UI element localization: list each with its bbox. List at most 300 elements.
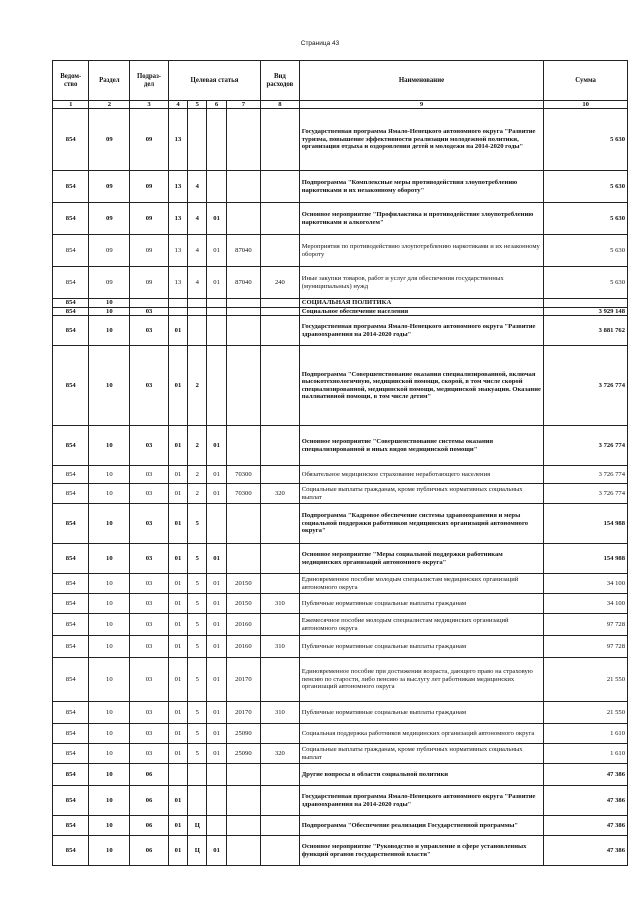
cell-celevaya-4: 20160 bbox=[226, 614, 260, 636]
cell-celevaya-4: 87040 bbox=[226, 235, 260, 267]
cell-vedomstvo: 854 bbox=[53, 203, 89, 235]
cell-vedomstvo: 854 bbox=[53, 235, 89, 267]
cell-naimenovanie: Основное мероприятие "Руководство и управление в сфере установленных функций органов государственной власти" bbox=[299, 836, 544, 866]
cell-vedomstvo: 854 bbox=[53, 614, 89, 636]
cell-naimenovanie: Социальная поддержка работников медицинских организаций автономного округа bbox=[299, 724, 544, 744]
cell-podrazdel bbox=[130, 299, 169, 308]
cell-razdel: 10 bbox=[89, 466, 130, 484]
page-label: Страница 43 bbox=[300, 40, 340, 47]
cell-podrazdel: 03 bbox=[130, 658, 169, 702]
cell-vedomstvo: 854 bbox=[53, 466, 89, 484]
cell-summa: 3 929 148 bbox=[544, 307, 628, 316]
cell-summa: 5 630 bbox=[544, 235, 628, 267]
cell-celevaya-4: 20160 bbox=[226, 636, 260, 658]
cell-summa: 47 386 bbox=[544, 816, 628, 836]
cell-naimenovanie: Обязательное медицинское страхование неработающего населения bbox=[299, 466, 544, 484]
cell-celevaya-1: 01 bbox=[168, 724, 187, 744]
cell-summa: 97 728 bbox=[544, 614, 628, 636]
cell-naimenovanie: Единовременное пособие молодым специалистам медицинских организаций автономного округа bbox=[299, 574, 544, 594]
header-razdel: Раздел bbox=[89, 61, 130, 101]
cell-vedomstvo: 854 bbox=[53, 484, 89, 504]
cell-celevaya-1: 13 bbox=[168, 171, 187, 203]
cell-celevaya-2: 2 bbox=[188, 484, 207, 504]
cell-podrazdel: 06 bbox=[130, 764, 169, 786]
cell-celevaya-2 bbox=[188, 307, 207, 316]
cell-celevaya-1: 01 bbox=[168, 316, 187, 346]
cell-vid-rashodov bbox=[261, 426, 300, 466]
cell-celevaya-1: 01 bbox=[168, 426, 187, 466]
cell-razdel: 10 bbox=[89, 484, 130, 504]
cell-celevaya-1: 01 bbox=[168, 614, 187, 636]
cell-summa bbox=[544, 299, 628, 308]
cell-celevaya-3: 01 bbox=[207, 702, 226, 724]
cell-naimenovanie: Мероприятия по противодействию злоупотреблению наркотиками и их незаконному обороту bbox=[299, 235, 544, 267]
header-celevaya-statya: Целевая статья bbox=[168, 61, 260, 101]
cell-vid-rashodov bbox=[261, 307, 300, 316]
cell-celevaya-2: 5 bbox=[188, 614, 207, 636]
cell-vedomstvo: 854 bbox=[53, 426, 89, 466]
cell-naimenovanie: Публичные нормативные социальные выплаты гражданам bbox=[299, 702, 544, 724]
cell-summa: 5 630 bbox=[544, 203, 628, 235]
cell-razdel: 10 bbox=[89, 658, 130, 702]
cell-celevaya-3: 01 bbox=[207, 426, 226, 466]
cell-naimenovanie: Государственная программа Ямало-Ненецкого автономного округа "Развитие здравоохранения на 2014-2020 годы" bbox=[299, 316, 544, 346]
cell-celevaya-4 bbox=[226, 816, 260, 836]
col-number: 5 bbox=[188, 101, 207, 109]
cell-podrazdel: 03 bbox=[130, 574, 169, 594]
cell-summa: 97 728 bbox=[544, 636, 628, 658]
cell-celevaya-1: 01 bbox=[168, 816, 187, 836]
cell-razdel: 10 bbox=[89, 299, 130, 308]
cell-celevaya-4: 87040 bbox=[226, 267, 260, 299]
table-row bbox=[53, 316, 628, 346]
cell-celevaya-2: 5 bbox=[188, 574, 207, 594]
cell-naimenovanie: Публичные нормативные социальные выплаты гражданам bbox=[299, 636, 544, 658]
cell-celevaya-3: 01 bbox=[207, 235, 226, 267]
cell-celevaya-2: Ц bbox=[188, 836, 207, 866]
table-row bbox=[53, 235, 628, 267]
cell-podrazdel: 03 bbox=[130, 744, 169, 764]
cell-vid-rashodov: 310 bbox=[261, 636, 300, 658]
table-row bbox=[53, 504, 628, 544]
cell-vedomstvo: 854 bbox=[53, 574, 89, 594]
cell-celevaya-3 bbox=[207, 307, 226, 316]
cell-celevaya-1: 01 bbox=[168, 594, 187, 614]
cell-celevaya-1 bbox=[168, 307, 187, 316]
cell-vedomstvo: 854 bbox=[53, 544, 89, 574]
cell-vid-rashodov bbox=[261, 764, 300, 786]
cell-podrazdel: 03 bbox=[130, 594, 169, 614]
header-podrazdel: Подраз-дел bbox=[130, 61, 169, 101]
cell-celevaya-3: 01 bbox=[207, 836, 226, 866]
cell-celevaya-2: 5 bbox=[188, 658, 207, 702]
table-body bbox=[53, 109, 628, 866]
cell-podrazdel: 09 bbox=[130, 235, 169, 267]
cell-celevaya-2: 5 bbox=[188, 504, 207, 544]
cell-celevaya-3 bbox=[207, 109, 226, 171]
table-row bbox=[53, 724, 628, 744]
cell-summa: 3 726 774 bbox=[544, 426, 628, 466]
cell-celevaya-3 bbox=[207, 316, 226, 346]
cell-celevaya-3 bbox=[207, 299, 226, 308]
cell-celevaya-2 bbox=[188, 786, 207, 816]
cell-razdel: 10 bbox=[89, 574, 130, 594]
cell-vedomstvo: 854 bbox=[53, 836, 89, 866]
table-row bbox=[53, 636, 628, 658]
cell-celevaya-1: 13 bbox=[168, 267, 187, 299]
table-row bbox=[53, 594, 628, 614]
cell-vedomstvo: 854 bbox=[53, 764, 89, 786]
col-number: 6 bbox=[207, 101, 226, 109]
table-row bbox=[53, 203, 628, 235]
cell-celevaya-3: 01 bbox=[207, 267, 226, 299]
cell-celevaya-3: 01 bbox=[207, 203, 226, 235]
table-row bbox=[53, 544, 628, 574]
cell-vid-rashodov bbox=[261, 786, 300, 816]
cell-celevaya-1: 01 bbox=[168, 504, 187, 544]
table-row bbox=[53, 744, 628, 764]
cell-celevaya-1: 01 bbox=[168, 836, 187, 866]
cell-podrazdel: 06 bbox=[130, 836, 169, 866]
cell-vedomstvo: 854 bbox=[53, 316, 89, 346]
budget-table bbox=[52, 60, 628, 866]
cell-vid-rashodov bbox=[261, 316, 300, 346]
cell-celevaya-4: 25090 bbox=[226, 724, 260, 744]
cell-celevaya-1 bbox=[168, 299, 187, 308]
cell-vedomstvo: 854 bbox=[53, 636, 89, 658]
table-row bbox=[53, 267, 628, 299]
cell-celevaya-2 bbox=[188, 109, 207, 171]
cell-vedomstvo: 854 bbox=[53, 346, 89, 426]
cell-celevaya-4 bbox=[226, 426, 260, 466]
cell-summa: 1 610 bbox=[544, 724, 628, 744]
cell-podrazdel: 03 bbox=[130, 614, 169, 636]
table-row bbox=[53, 786, 628, 816]
cell-razdel: 09 bbox=[89, 203, 130, 235]
cell-vid-rashodov bbox=[261, 724, 300, 744]
cell-razdel: 09 bbox=[89, 109, 130, 171]
cell-summa: 3 726 774 bbox=[544, 484, 628, 504]
cell-podrazdel: 09 bbox=[130, 267, 169, 299]
cell-summa: 154 988 bbox=[544, 504, 628, 544]
cell-vid-rashodov bbox=[261, 203, 300, 235]
cell-naimenovanie: Подпрограмма "Обеспечение реализации Государственной программы" bbox=[299, 816, 544, 836]
cell-naimenovanie: Иные закупки товаров, работ и услуг для обеспечения государственных (муниципальных) нужд bbox=[299, 267, 544, 299]
cell-celevaya-4 bbox=[226, 346, 260, 426]
cell-naimenovanie: Государственная программа Ямало-Ненецкого автономного округа "Развитие здравоохранения на 2014-2020 годы" bbox=[299, 786, 544, 816]
header-summa: Сумма bbox=[544, 61, 628, 101]
table-row bbox=[53, 109, 628, 171]
cell-summa: 21 550 bbox=[544, 658, 628, 702]
col-number: 7 bbox=[226, 101, 260, 109]
cell-celevaya-1: 01 bbox=[168, 346, 187, 426]
cell-naimenovanie: Социальное обеспечение населения bbox=[299, 307, 544, 316]
cell-celevaya-2: 5 bbox=[188, 724, 207, 744]
cell-celevaya-4: 70300 bbox=[226, 466, 260, 484]
cell-celevaya-4 bbox=[226, 299, 260, 308]
col-number: 4 bbox=[168, 101, 187, 109]
cell-vedomstvo: 854 bbox=[53, 299, 89, 308]
cell-celevaya-1 bbox=[168, 764, 187, 786]
cell-summa: 5 630 bbox=[544, 171, 628, 203]
cell-naimenovanie: Подпрограмма "Комплексные меры противодействия злоупотреблению наркотиками и их незаконному обороту" bbox=[299, 171, 544, 203]
cell-celevaya-3 bbox=[207, 346, 226, 426]
table-row bbox=[53, 764, 628, 786]
cell-celevaya-1: 13 bbox=[168, 109, 187, 171]
cell-naimenovanie: Ежемесячное пособие молодым специалистам медицинских организаций автономного округа bbox=[299, 614, 544, 636]
cell-celevaya-4: 20150 bbox=[226, 574, 260, 594]
cell-celevaya-1: 01 bbox=[168, 484, 187, 504]
table-row bbox=[53, 171, 628, 203]
cell-vedomstvo: 854 bbox=[53, 504, 89, 544]
cell-celevaya-4 bbox=[226, 316, 260, 346]
cell-razdel: 10 bbox=[89, 544, 130, 574]
cell-summa: 5 630 bbox=[544, 267, 628, 299]
cell-celevaya-2: 4 bbox=[188, 171, 207, 203]
cell-naimenovanie: Другие вопросы в области социальной политики bbox=[299, 764, 544, 786]
cell-naimenovanie: Единовременное пособие при достижении возраста, дающего право на страховую пенсию по старости, либо пенсию за выслугу лет работникам медицинских организаций автономного округа bbox=[299, 658, 544, 702]
cell-celevaya-2 bbox=[188, 316, 207, 346]
cell-vid-rashodov bbox=[261, 171, 300, 203]
cell-vid-rashodov bbox=[261, 836, 300, 866]
cell-podrazdel: 09 bbox=[130, 109, 169, 171]
cell-podrazdel: 03 bbox=[130, 504, 169, 544]
cell-vedomstvo: 854 bbox=[53, 109, 89, 171]
col-number: 3 bbox=[130, 101, 169, 109]
cell-podrazdel: 03 bbox=[130, 702, 169, 724]
cell-celevaya-4 bbox=[226, 544, 260, 574]
cell-summa: 21 550 bbox=[544, 702, 628, 724]
table-row bbox=[53, 816, 628, 836]
cell-celevaya-3: 01 bbox=[207, 658, 226, 702]
cell-razdel: 10 bbox=[89, 786, 130, 816]
cell-vedomstvo: 854 bbox=[53, 594, 89, 614]
cell-vid-rashodov bbox=[261, 299, 300, 308]
cell-celevaya-3: 01 bbox=[207, 636, 226, 658]
cell-naimenovanie: Публичные нормативные социальные выплаты гражданам bbox=[299, 594, 544, 614]
cell-celevaya-3 bbox=[207, 171, 226, 203]
cell-celevaya-4 bbox=[226, 836, 260, 866]
cell-razdel: 10 bbox=[89, 307, 130, 316]
cell-naimenovanie: Подпрограмма "Совершенствование оказания специализированной, включая высокотехнологичную, медицинской помощи, скорой, в том числе скорой специализированной, медицинской помощи, медицинской эвакуации. Оказание паллиативной помощи, в том числе детям" bbox=[299, 346, 544, 426]
cell-razdel: 09 bbox=[89, 235, 130, 267]
cell-podrazdel: 03 bbox=[130, 544, 169, 574]
cell-naimenovanie: Государственная программа Ямало-Ненецкого автономного округа "Развитие туризма, повышение эффективности реализации молодежной политики, организация отдыха и оздоровления детей и молодежи на 2014-2020 годы" bbox=[299, 109, 544, 171]
table-row bbox=[53, 574, 628, 594]
cell-vid-rashodov bbox=[261, 658, 300, 702]
cell-naimenovanie: Основное мероприятие "Меры социальной поддержки работникам медицинских организаций автономного округа" bbox=[299, 544, 544, 574]
table-row bbox=[53, 426, 628, 466]
cell-celevaya-1: 13 bbox=[168, 203, 187, 235]
cell-summa: 3 726 774 bbox=[544, 346, 628, 426]
cell-celevaya-1: 01 bbox=[168, 544, 187, 574]
cell-summa: 47 386 bbox=[544, 836, 628, 866]
cell-celevaya-2: 2 bbox=[188, 346, 207, 426]
cell-celevaya-2 bbox=[188, 764, 207, 786]
cell-celevaya-2 bbox=[188, 299, 207, 308]
cell-summa: 34 100 bbox=[544, 574, 628, 594]
table-row bbox=[53, 702, 628, 724]
cell-vedomstvo: 854 bbox=[53, 658, 89, 702]
cell-celevaya-2: 5 bbox=[188, 744, 207, 764]
cell-vedomstvo: 854 bbox=[53, 307, 89, 316]
cell-celevaya-3: 01 bbox=[207, 744, 226, 764]
cell-celevaya-2: 5 bbox=[188, 636, 207, 658]
cell-celevaya-3: 01 bbox=[207, 484, 226, 504]
cell-razdel: 10 bbox=[89, 614, 130, 636]
cell-vid-rashodov bbox=[261, 544, 300, 574]
cell-razdel: 09 bbox=[89, 267, 130, 299]
cell-vedomstvo: 854 bbox=[53, 724, 89, 744]
cell-celevaya-1: 01 bbox=[168, 574, 187, 594]
cell-celevaya-1: 13 bbox=[168, 235, 187, 267]
cell-razdel: 10 bbox=[89, 744, 130, 764]
cell-vid-rashodov bbox=[261, 466, 300, 484]
cell-celevaya-4: 20150 bbox=[226, 594, 260, 614]
cell-podrazdel: 03 bbox=[130, 724, 169, 744]
cell-celevaya-4: 20170 bbox=[226, 658, 260, 702]
cell-celevaya-1: 01 bbox=[168, 786, 187, 816]
cell-naimenovanie: Основное мероприятие "Профилактика и противодействие злоупотреблению наркотиками и алкоголем" bbox=[299, 203, 544, 235]
cell-celevaya-3: 01 bbox=[207, 574, 226, 594]
cell-podrazdel: 09 bbox=[130, 171, 169, 203]
cell-naimenovanie: СОЦИАЛЬНАЯ ПОЛИТИКА bbox=[299, 299, 544, 308]
cell-celevaya-4 bbox=[226, 171, 260, 203]
cell-summa: 5 630 bbox=[544, 109, 628, 171]
cell-summa: 3 726 774 bbox=[544, 466, 628, 484]
cell-vid-rashodov: 310 bbox=[261, 594, 300, 614]
cell-celevaya-3: 01 bbox=[207, 614, 226, 636]
cell-celevaya-3 bbox=[207, 786, 226, 816]
cell-celevaya-2: 4 bbox=[188, 267, 207, 299]
cell-naimenovanie: Социальные выплаты гражданам, кроме публичных нормативных социальных выплат bbox=[299, 484, 544, 504]
cell-vid-rashodov: 320 bbox=[261, 484, 300, 504]
cell-vid-rashodov bbox=[261, 574, 300, 594]
col-number: 10 bbox=[544, 101, 628, 109]
cell-celevaya-2: 4 bbox=[188, 203, 207, 235]
cell-celevaya-3: 01 bbox=[207, 594, 226, 614]
cell-celevaya-2: 2 bbox=[188, 466, 207, 484]
cell-vid-rashodov: 310 bbox=[261, 702, 300, 724]
cell-celevaya-1: 01 bbox=[168, 744, 187, 764]
cell-podrazdel: 09 bbox=[130, 203, 169, 235]
cell-celevaya-4 bbox=[226, 786, 260, 816]
cell-razdel: 10 bbox=[89, 346, 130, 426]
cell-celevaya-2: 4 bbox=[188, 235, 207, 267]
cell-celevaya-3 bbox=[207, 816, 226, 836]
header-vedomstvo: Ведом-ство bbox=[53, 61, 89, 101]
cell-vedomstvo: 854 bbox=[53, 267, 89, 299]
cell-celevaya-1: 01 bbox=[168, 702, 187, 724]
cell-naimenovanie: Основное мероприятие "Совершенствование системы оказания специализированной и иных видов медицинской помощи" bbox=[299, 426, 544, 466]
cell-razdel: 10 bbox=[89, 764, 130, 786]
cell-podrazdel: 03 bbox=[130, 346, 169, 426]
header-naimenovanie: Наименование bbox=[299, 61, 544, 101]
col-number: 2 bbox=[89, 101, 130, 109]
table-row bbox=[53, 307, 628, 316]
cell-naimenovanie: Подпрограмма "Кадровое обеспечение системы здравоохранения и меры социальной поддержки работников медицинских организаций автономного округа" bbox=[299, 504, 544, 544]
cell-summa: 1 610 bbox=[544, 744, 628, 764]
cell-podrazdel: 03 bbox=[130, 316, 169, 346]
col-number: 1 bbox=[53, 101, 89, 109]
cell-razdel: 10 bbox=[89, 504, 130, 544]
cell-vid-rashodov bbox=[261, 504, 300, 544]
table-row bbox=[53, 614, 628, 636]
cell-summa: 34 100 bbox=[544, 594, 628, 614]
cell-podrazdel: 06 bbox=[130, 786, 169, 816]
cell-vedomstvo: 854 bbox=[53, 744, 89, 764]
table-row bbox=[53, 836, 628, 866]
cell-celevaya-1: 01 bbox=[168, 658, 187, 702]
cell-celevaya-3 bbox=[207, 504, 226, 544]
cell-vedomstvo: 854 bbox=[53, 816, 89, 836]
cell-naimenovanie: Социальные выплаты гражданам, кроме публичных нормативных социальных выплат bbox=[299, 744, 544, 764]
cell-podrazdel: 03 bbox=[130, 636, 169, 658]
cell-razdel: 10 bbox=[89, 594, 130, 614]
col-number: 8 bbox=[261, 101, 300, 109]
cell-razdel: 10 bbox=[89, 724, 130, 744]
cell-summa: 47 386 bbox=[544, 786, 628, 816]
cell-vid-rashodov bbox=[261, 235, 300, 267]
cell-celevaya-2: 2 bbox=[188, 426, 207, 466]
cell-razdel: 09 bbox=[89, 171, 130, 203]
cell-vid-rashodov: 320 bbox=[261, 744, 300, 764]
cell-celevaya-2: 5 bbox=[188, 702, 207, 724]
cell-vid-rashodov bbox=[261, 109, 300, 171]
cell-razdel: 10 bbox=[89, 636, 130, 658]
cell-podrazdel: 03 bbox=[130, 426, 169, 466]
cell-celevaya-3: 01 bbox=[207, 544, 226, 574]
cell-celevaya-3 bbox=[207, 764, 226, 786]
cell-celevaya-4 bbox=[226, 504, 260, 544]
cell-celevaya-2: 5 bbox=[188, 544, 207, 574]
cell-vedomstvo: 854 bbox=[53, 702, 89, 724]
cell-celevaya-4 bbox=[226, 307, 260, 316]
cell-vid-rashodov bbox=[261, 614, 300, 636]
cell-celevaya-4: 70300 bbox=[226, 484, 260, 504]
col-number: 9 bbox=[299, 101, 544, 109]
cell-razdel: 10 bbox=[89, 426, 130, 466]
cell-vid-rashodov: 240 bbox=[261, 267, 300, 299]
cell-razdel: 10 bbox=[89, 316, 130, 346]
cell-razdel: 10 bbox=[89, 816, 130, 836]
cell-celevaya-3: 01 bbox=[207, 466, 226, 484]
cell-podrazdel: 06 bbox=[130, 816, 169, 836]
cell-vedomstvo: 854 bbox=[53, 171, 89, 203]
table-row bbox=[53, 299, 628, 308]
cell-podrazdel: 03 bbox=[130, 466, 169, 484]
cell-celevaya-1: 01 bbox=[168, 636, 187, 658]
column-number-row bbox=[53, 101, 628, 109]
cell-razdel: 10 bbox=[89, 836, 130, 866]
cell-celevaya-2: Ц bbox=[188, 816, 207, 836]
cell-celevaya-3: 01 bbox=[207, 724, 226, 744]
cell-podrazdel: 03 bbox=[130, 307, 169, 316]
table-row bbox=[53, 466, 628, 484]
cell-celevaya-4: 20170 bbox=[226, 702, 260, 724]
cell-summa: 47 386 bbox=[544, 764, 628, 786]
cell-podrazdel: 03 bbox=[130, 484, 169, 504]
cell-summa: 154 988 bbox=[544, 544, 628, 574]
cell-celevaya-4 bbox=[226, 764, 260, 786]
table-row bbox=[53, 484, 628, 504]
cell-celevaya-4: 25090 bbox=[226, 744, 260, 764]
table-row bbox=[53, 658, 628, 702]
cell-razdel: 10 bbox=[89, 702, 130, 724]
cell-vid-rashodov bbox=[261, 346, 300, 426]
cell-celevaya-2: 5 bbox=[188, 594, 207, 614]
cell-celevaya-4 bbox=[226, 109, 260, 171]
